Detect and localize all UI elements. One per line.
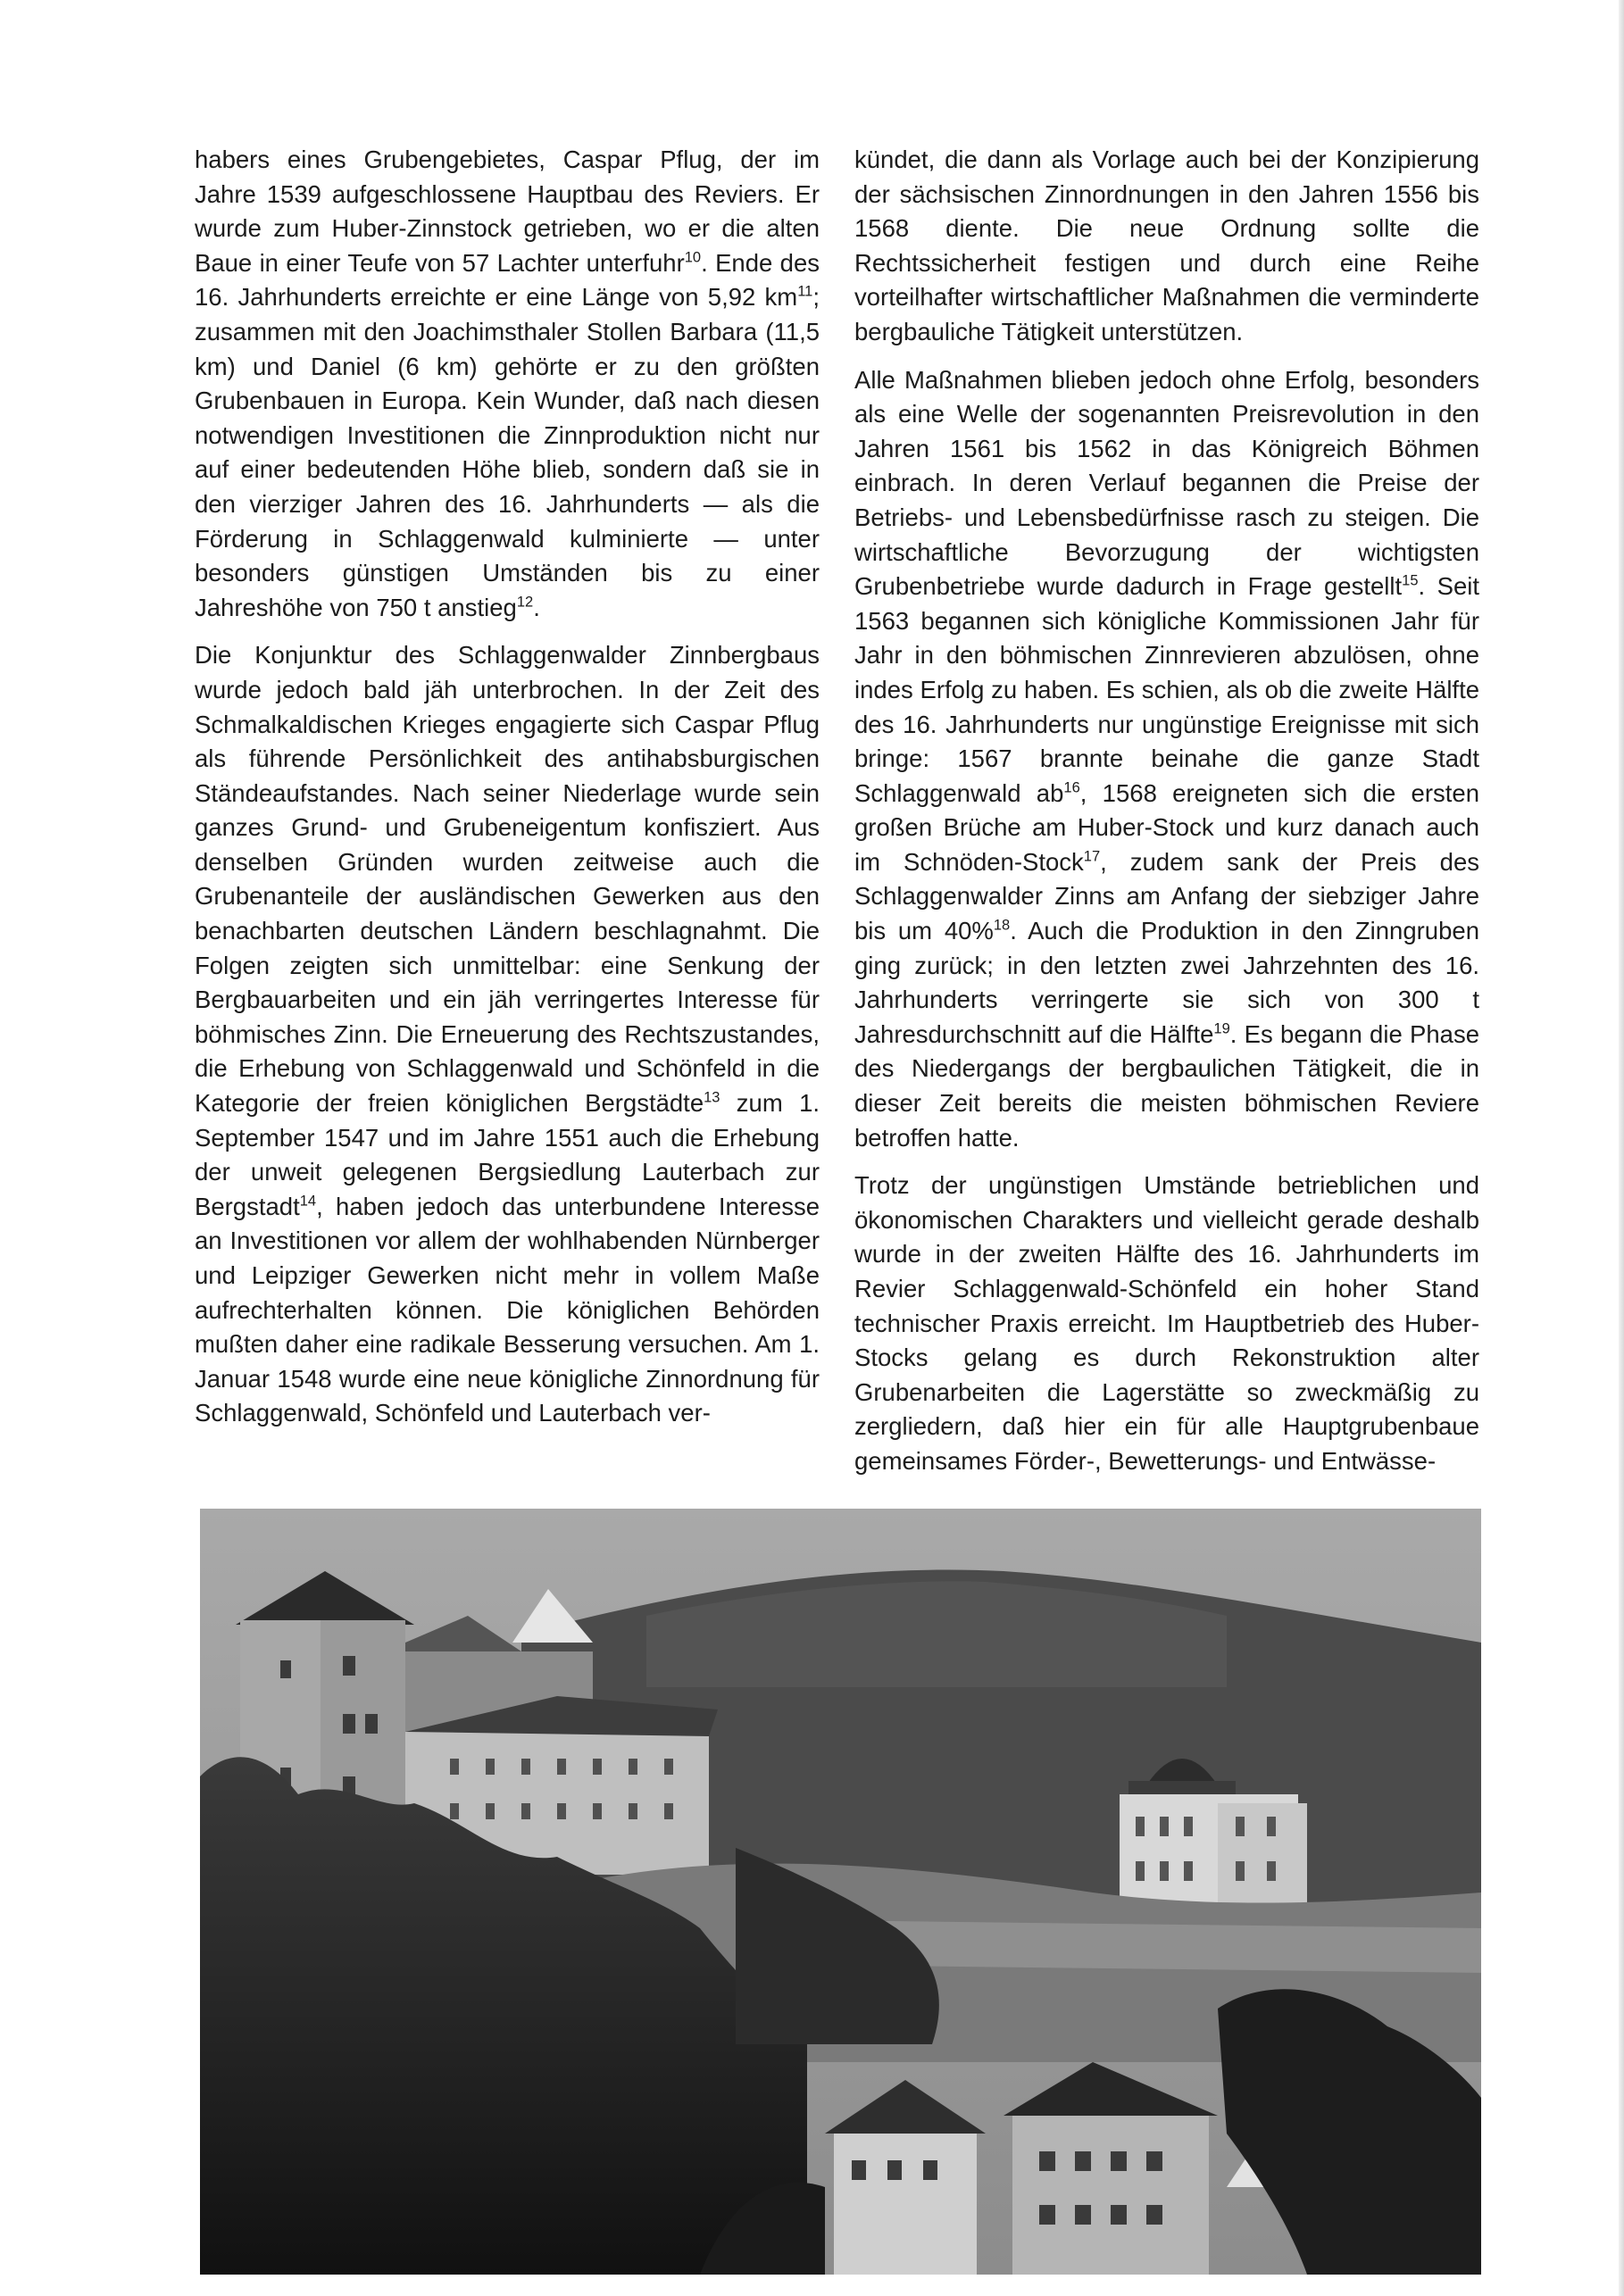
footnote-ref: 17	[1083, 848, 1101, 865]
text-column-right	[854, 143, 1479, 1493]
text-run: , 1568 ereigneten sich die ersten großen Brüche am Huber-Stock und kurz danach auch im Schnöden-Stock	[854, 778, 1479, 876]
text-run: . Seit 1563 begannen sich königliche Kommissionen Jahr für Jahr in den böhmischen Zinnrevieren abzulösen, ohne indes Erfolg zu haben. Es schien, als ob die zweite Hälfte des 16. Jahrhunderts nur ungünstige Ereignisse mit sich bringe: 1567 brannte beinahe die ganze Stadt Schlaggenwald ab	[854, 572, 1480, 807]
footnote-ref: 11	[797, 283, 813, 300]
text-run: Alle Maßnahmen blieben jedoch ohne Erfolg, besonders als eine Welle der sogenannten Preisrevolution in den Jahren 1561 bis 1562 in das Königreich Böhmen einbrach. In deren Verlauf begannen die Preise der Betriebs- und Lebensbedürfnisse rasch zu steigen. Die wirtschaftliche Bevorzugung der wichtigsten Grubenbetriebe wurde dadurch in Frage gestellt	[854, 365, 1479, 601]
text-run: .	[533, 593, 540, 621]
text-run: . Ende des 16. Jahrhunderts erreichte er eine Länge von 5,92 km	[195, 248, 820, 312]
text-run: , haben jedoch das unterbundene Interesse an Investitionen vor allem der wohlhabenden Nürnberger und Leipziger Gewerken nicht mehr in vollem Maße aufrechterhalten können. Die königlichen Behörden mußten daher eine radikale Besserung versuchen. Am 1. Januar 1548 wurde eine neue königliche Zinnordnung für Schlaggenwald, Schönfeld und Lauterbach ver-	[195, 1192, 820, 1427]
text-run: Die Konjunktur des Schlaggenwalder Zinnbergbaus wurde jedoch bald jäh unterbrochen. In der Zeit des Schmalkaldischen Krieges engagierte sich Caspar Pflug als führende Persönlichkeit des antihabsburgischen Ständeaufstandes. Nach seiner Niederlage wurde sein ganzes Grund- und Grubeneigentum konfisziert. Aus denselben Gründen wurden zeitweise auch die Grubenanteile der ausländischen Gewerken aus den benachbarten deutschen Ländern beschlagnahmt. Die Folgen zeigten sich unmittelbar: eine Senkung der Bergbauarbeiten und ein jäh verringertes Interesse für böhmisches Zinn. Die Erneuerung des Rechtszustandes, die Erhebung von Schlaggenwald und Schönfeld in die Kategorie der freien königlichen Bergstädte	[195, 641, 820, 1118]
footnote-ref: 19	[1213, 1020, 1230, 1037]
paragraph	[854, 363, 1479, 1156]
text-run: . Es begann die Phase des Niedergangs der bergbaulichen Tätigkeit, die in dieser Zeit bereits die meisten böhmischen Reviere betroffen hatte.	[854, 1019, 1480, 1152]
footnote-ref: 18	[993, 917, 1011, 934]
castle-photograph	[200, 1509, 1481, 2275]
text-run: , zudem sank der Preis des Schlaggenwalder Zinns am Anfang der siebziger Jahre bis um 40%	[854, 847, 1479, 945]
page-edge	[1619, 0, 1624, 2296]
footnote-ref: 15	[1402, 572, 1419, 589]
footnote-ref: 16	[1063, 778, 1080, 795]
text-run: . Auch die Produktion in den Zinngruben ging zurück; in den letzten zwei Jahrzehnten des 16. Jahrhunderts verringerte sie sich von 300 t Jahresdurchschnitt auf die Hälfte	[854, 917, 1479, 1048]
text-run: ; zusammen mit den Joachimsthaler Stollen Barbara (11,5 km) und Daniel (6 km) gehörte er zu den größten Grubenbauen in Europa. Kein Wunder, daß nach diesen notwendigen Investitionen die Zinnproduktion nicht nur auf einer bedeutenden Höhe blieb, sondern daß sie in den vierziger Jahren des 16. Jahrhunderts — als die Förderung in Schlaggenwald kulminierte — unter besonders günstigen Umständen bis zu einer Jahreshöhe von 750 t anstieg	[195, 283, 820, 621]
paragraph: kündet, die dann als Vorlage auch bei der Konzipierung der sächsischen Zinnordnungen in den Jahren 1556 bis 1568 diente. Die neue Ordnung sollte die Rechtssicherheit festigen und durch eine Reihe vorteilhafter wirtschaftlicher Maßnahmen die verminderte bergbauliche Tätigkeit unterstützen.	[854, 146, 1479, 345]
footnote-ref: 14	[299, 1193, 317, 1210]
text-column-left	[195, 143, 820, 1444]
footnote-ref: 12	[516, 594, 534, 610]
paragraph	[195, 143, 820, 625]
text-run: zum 1. September 1547 und im Jahre 1551 auch die Erhebung der unweit gelegenen Bergsiedlung Lauterbach zur Bergstadt	[195, 1089, 820, 1220]
footnote-ref: 10	[684, 249, 702, 266]
paragraph	[195, 638, 820, 1431]
text-run: habers eines Grubengebietes, Caspar Pflug, der im Jahre 1539 aufgeschlossene Hauptbau des Reviers. Er wurde zum Huber-Zinnstock getrieben, wo er die alten Baue in einer Teufe von 57 Lachter unterfuhr	[195, 146, 820, 277]
paragraph: Trotz der ungünstigen Umstände betrieblichen und ökonomischen Charakters und vielleicht gerade deshalb wurde in der zweiten Hälfte des 16. Jahrhunderts im Revier Schlaggenwald-Schönfeld ein hoher Stand technischer Praxis erreicht. Im Hauptbetrieb des Huber-Stocks gelang es durch Rekonstruktion alter Grubenarbeiten die Lagerstätte so zweckmäßig zu zergliedern, daß hier ein für alle Hauptgrubenbaue gemeinsames Förder-, Bewetterungs- und Entwässe-	[854, 1171, 1479, 1475]
footnote-ref: 13	[704, 1089, 720, 1106]
